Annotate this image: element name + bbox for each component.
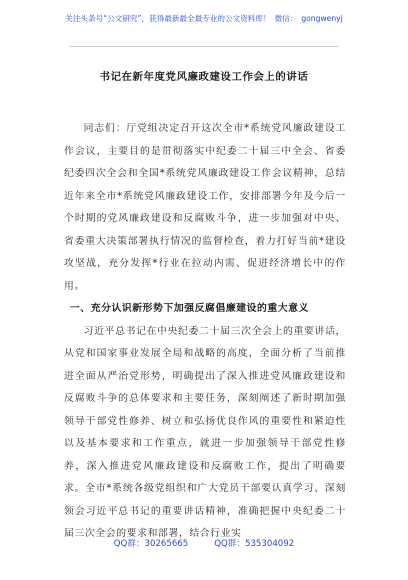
promo-banner [0, 13, 408, 24]
wechat-id: gongwenyj [301, 14, 343, 23]
body-paragraph: 同志们：厅党组决定召开这次全市*系统党风廉政建设工作会议，主要目的是贯彻落实中纪委二十届三中全会、省委纪委四次全会和全国*系统党风廉政建设工作会议精神，总结近年来全市*系统党风廉政建设工作，安排部署今年及今后一个时期的党风廉政建设和反腐败斗争，进一步加强对中央、省委重大决策部署执行情况的监督检查，着力打好当前*建设攻坚战，充分发挥*行业在拉动内需、促进经济增长中的作用。 [64, 123, 346, 292]
qq-number: 535304092 [244, 539, 295, 549]
qq-label: QQ群： [214, 539, 245, 549]
header-divider [70, 46, 338, 47]
wechat-label: 微信： [274, 14, 298, 23]
body-paragraph: 习近平总书记在中央纪委二十届三次全会上的重要讲话，从党和国家事业发展全局和战略的高度，全面分析了当前推进全面从严治党形势，明确提出了深入推进党风廉政建设和反腐败斗争的总体要求和主要任务，深刻阐述了新时期加强领导干部党性修养、树立和弘扬优良作风的重要性和紧迫性以及基本要求和工作重点，就进一步加强领导干部党性修养，深入推进党风廉政建设和反腐败工作，提出了明确要求。全市*系统各级党组织和广大党员干部要认真学习、深刻领会习近平总书记的重要讲话精神，准确把握中央纪委二十届三次全会的要求和部署，结合行业实 [64, 325, 346, 539]
qq-label: QQ群： [113, 539, 145, 549]
document-title: 书记在新年度党风廉政建设工作会上的讲话 [99, 71, 309, 83]
qq-number: 30265665 [144, 539, 189, 549]
document-body [64, 118, 346, 546]
footer-contact [0, 537, 408, 549]
section-heading: 一、充分认识新形势下加强反腐倡廉建设的重大意义 [69, 303, 310, 314]
promo-text: 关注头条号“公文研究”，获得最新最全最专业的公文资料库！ [65, 14, 271, 23]
